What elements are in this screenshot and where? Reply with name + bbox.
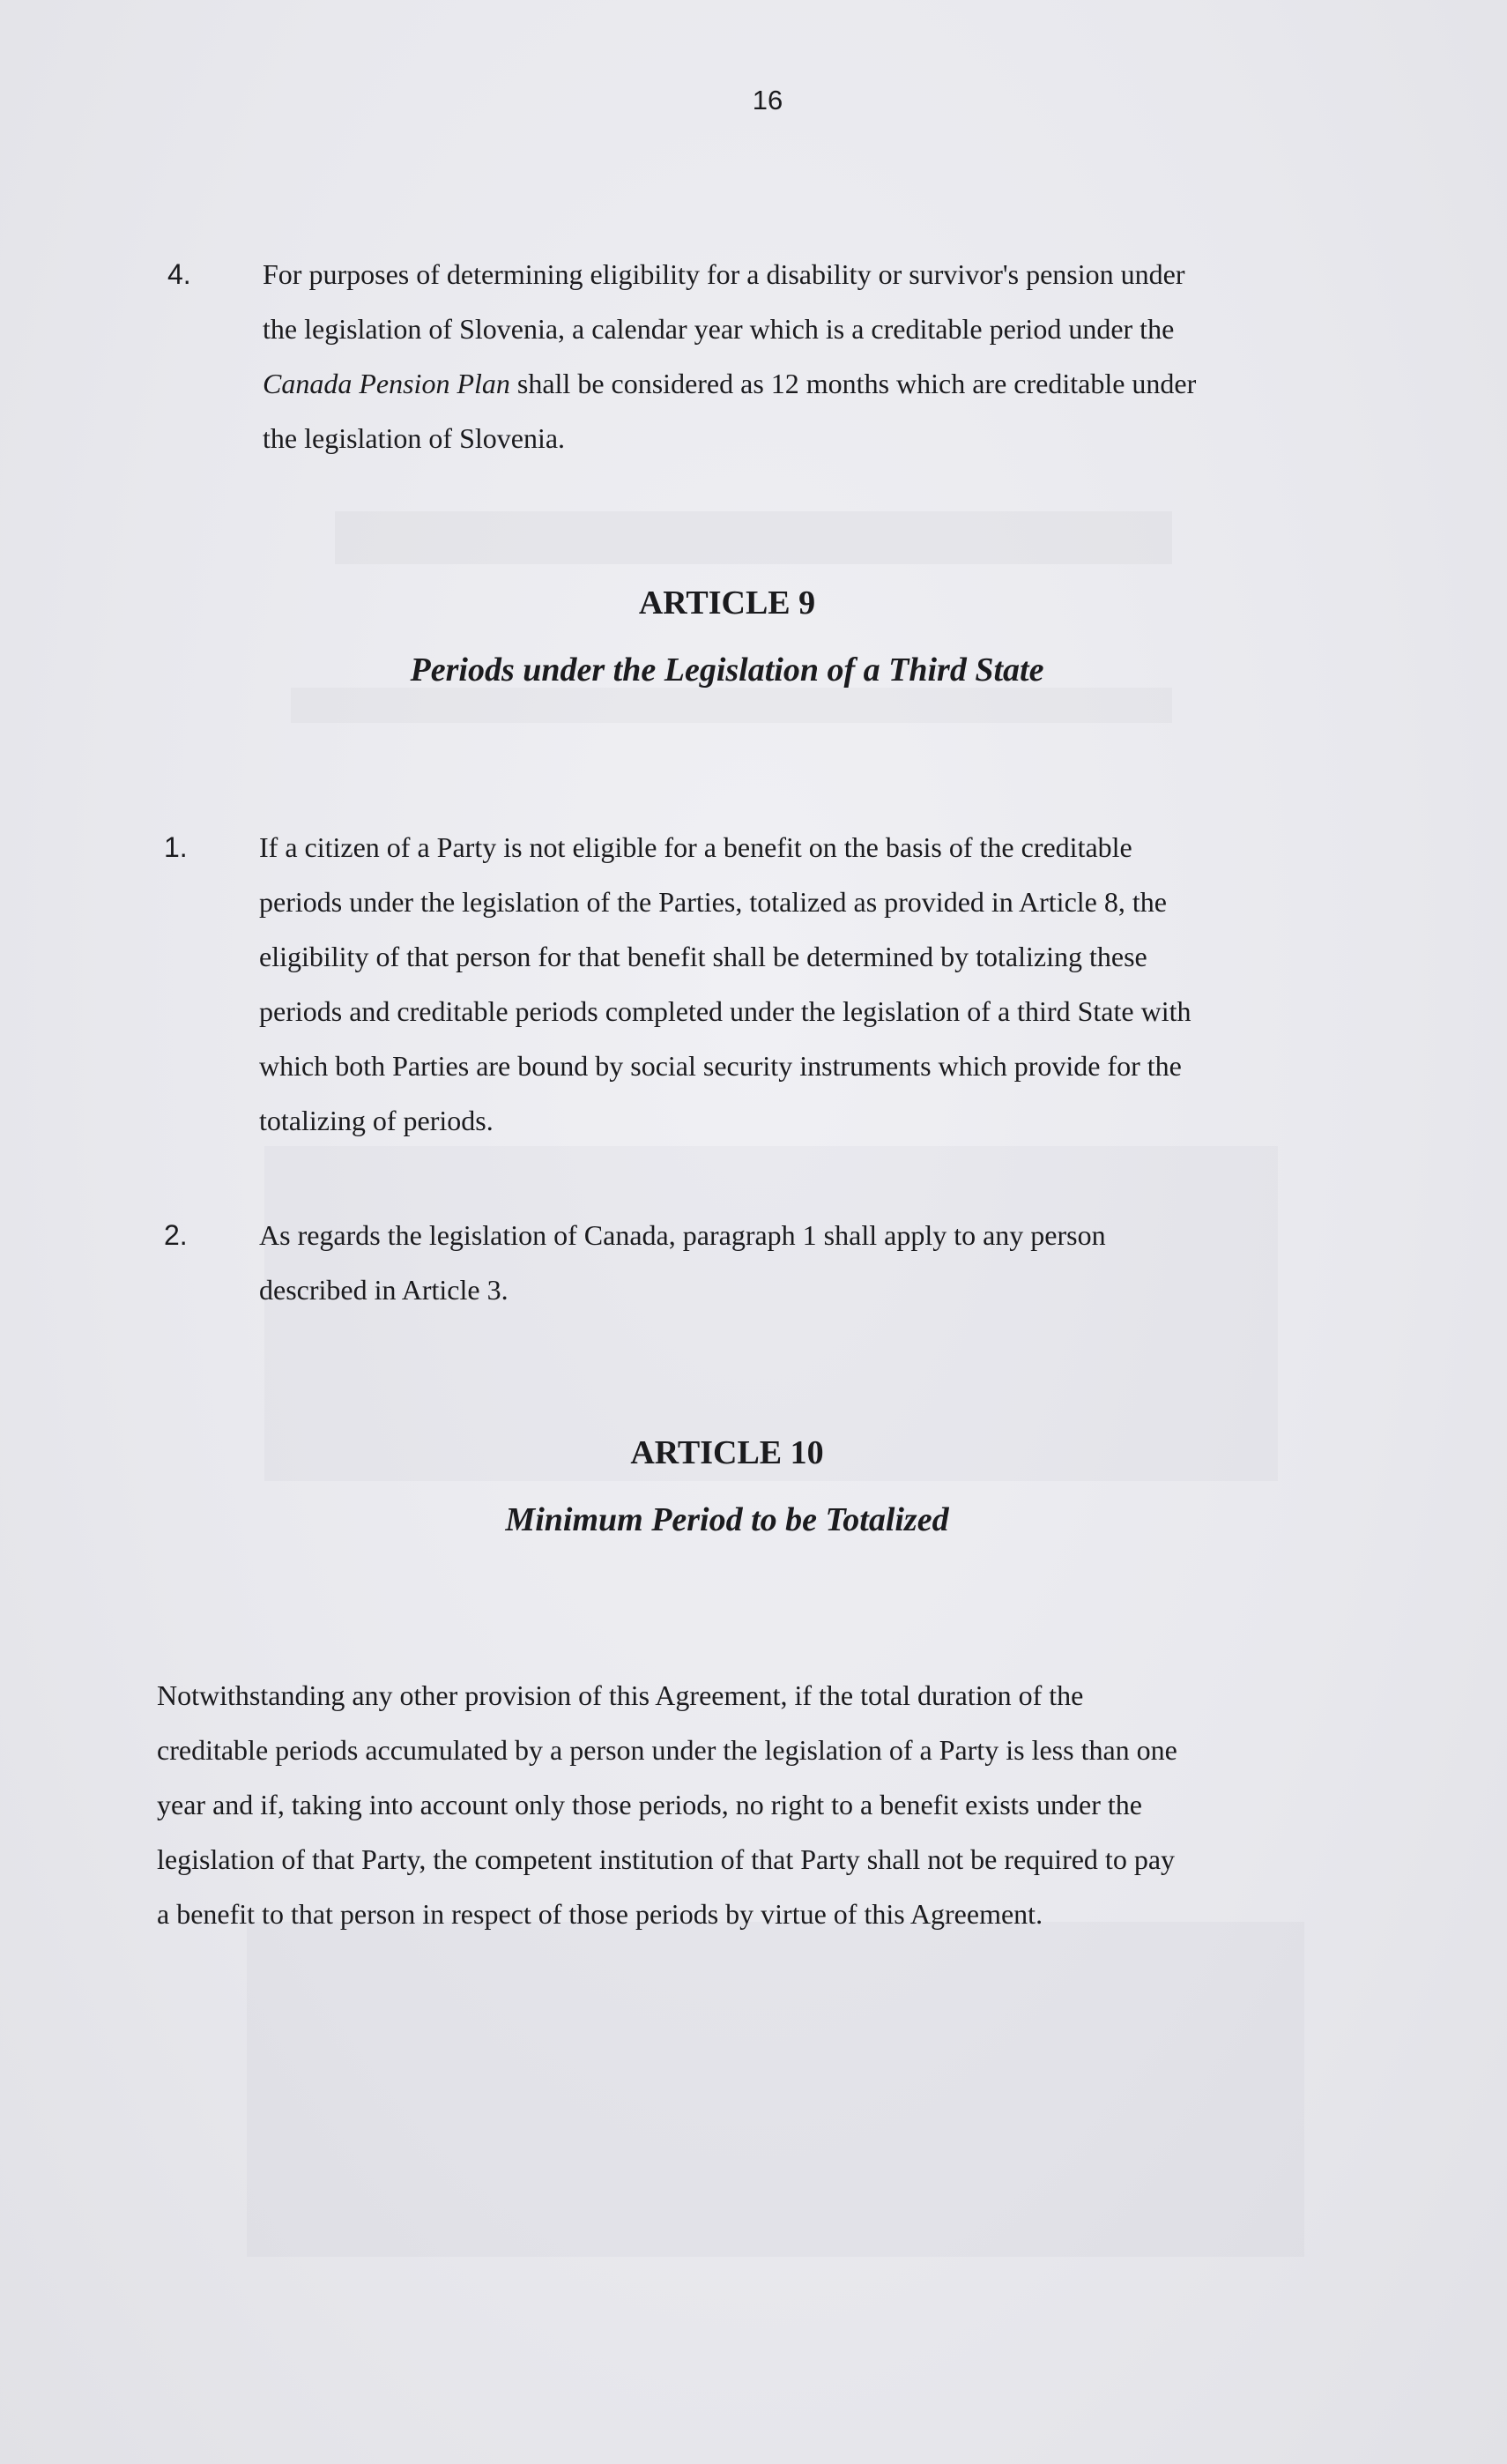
paragraph-body [259, 1208, 1106, 1317]
text-line: the legislation of Slovenia, a calendar year which is a creditable period under the [263, 313, 1175, 345]
text-line: a benefit to that person in respect of those periods by virtue of this Agreement. [157, 1898, 1043, 1930]
text-line: Notwithstanding any other provision of this Agreement, if the total duration of the [157, 1679, 1084, 1711]
paragraph-body [157, 1668, 1177, 1941]
text-line: which both Parties are bound by social security instruments which provide for the [259, 1050, 1182, 1082]
article-10-title: ARTICLE 10 [630, 1434, 824, 1471]
text-line: If a citizen of a Party is not eligible for a benefit on the basis of the creditable [259, 831, 1132, 863]
text-line: periods under the legislation of the Parties, totalized as provided in Article 8, the [259, 886, 1167, 918]
text-line: described in Article 3. [259, 1274, 509, 1306]
text-line: the legislation of Slovenia. [263, 422, 566, 454]
bleed-through-shadow [247, 1922, 1304, 2257]
paragraph-body [263, 247, 1196, 465]
page-number: 16 [752, 85, 783, 115]
paragraph-number: 2. [164, 1219, 188, 1251]
paragraph-number: 4. [167, 258, 191, 290]
text-line: legislation of that Party, the competent institution of that Party shall not be required to pay [157, 1843, 1176, 1875]
article-9-subtitle: Periods under the Legislation of a Third State [410, 651, 1044, 689]
text-fragment: shall be considered as 12 months which are creditable under [509, 368, 1197, 399]
text-line: As regards the legislation of Canada, paragraph 1 shall apply to any person [259, 1219, 1106, 1251]
bleed-through-shadow [335, 511, 1172, 564]
text-line [263, 356, 1196, 411]
paragraph-number: 1. [164, 831, 188, 863]
paragraph-body [259, 820, 1191, 1148]
text-line: eligibility of that person for that benefit shall be determined by totalizing these [259, 941, 1147, 972]
article-9-title: ARTICLE 9 [638, 584, 816, 622]
text-line: year and if, taking into account only those periods, no right to a benefit exists under the [157, 1789, 1142, 1820]
article-10-subtitle: Minimum Period to be Totalized [505, 1501, 949, 1538]
text-line: totalizing of periods. [259, 1105, 494, 1136]
text-line: periods and creditable periods completed under the legislation of a third State with [259, 995, 1191, 1027]
text-line: creditable periods accumulated by a person under the legislation of a Party is less than one [157, 1734, 1177, 1766]
text-line: For purposes of determining eligibility for a disability or survivor's pension under [263, 258, 1185, 290]
act-name: Canada Pension Plan [263, 368, 510, 399]
bleed-through-shadow [291, 688, 1172, 723]
